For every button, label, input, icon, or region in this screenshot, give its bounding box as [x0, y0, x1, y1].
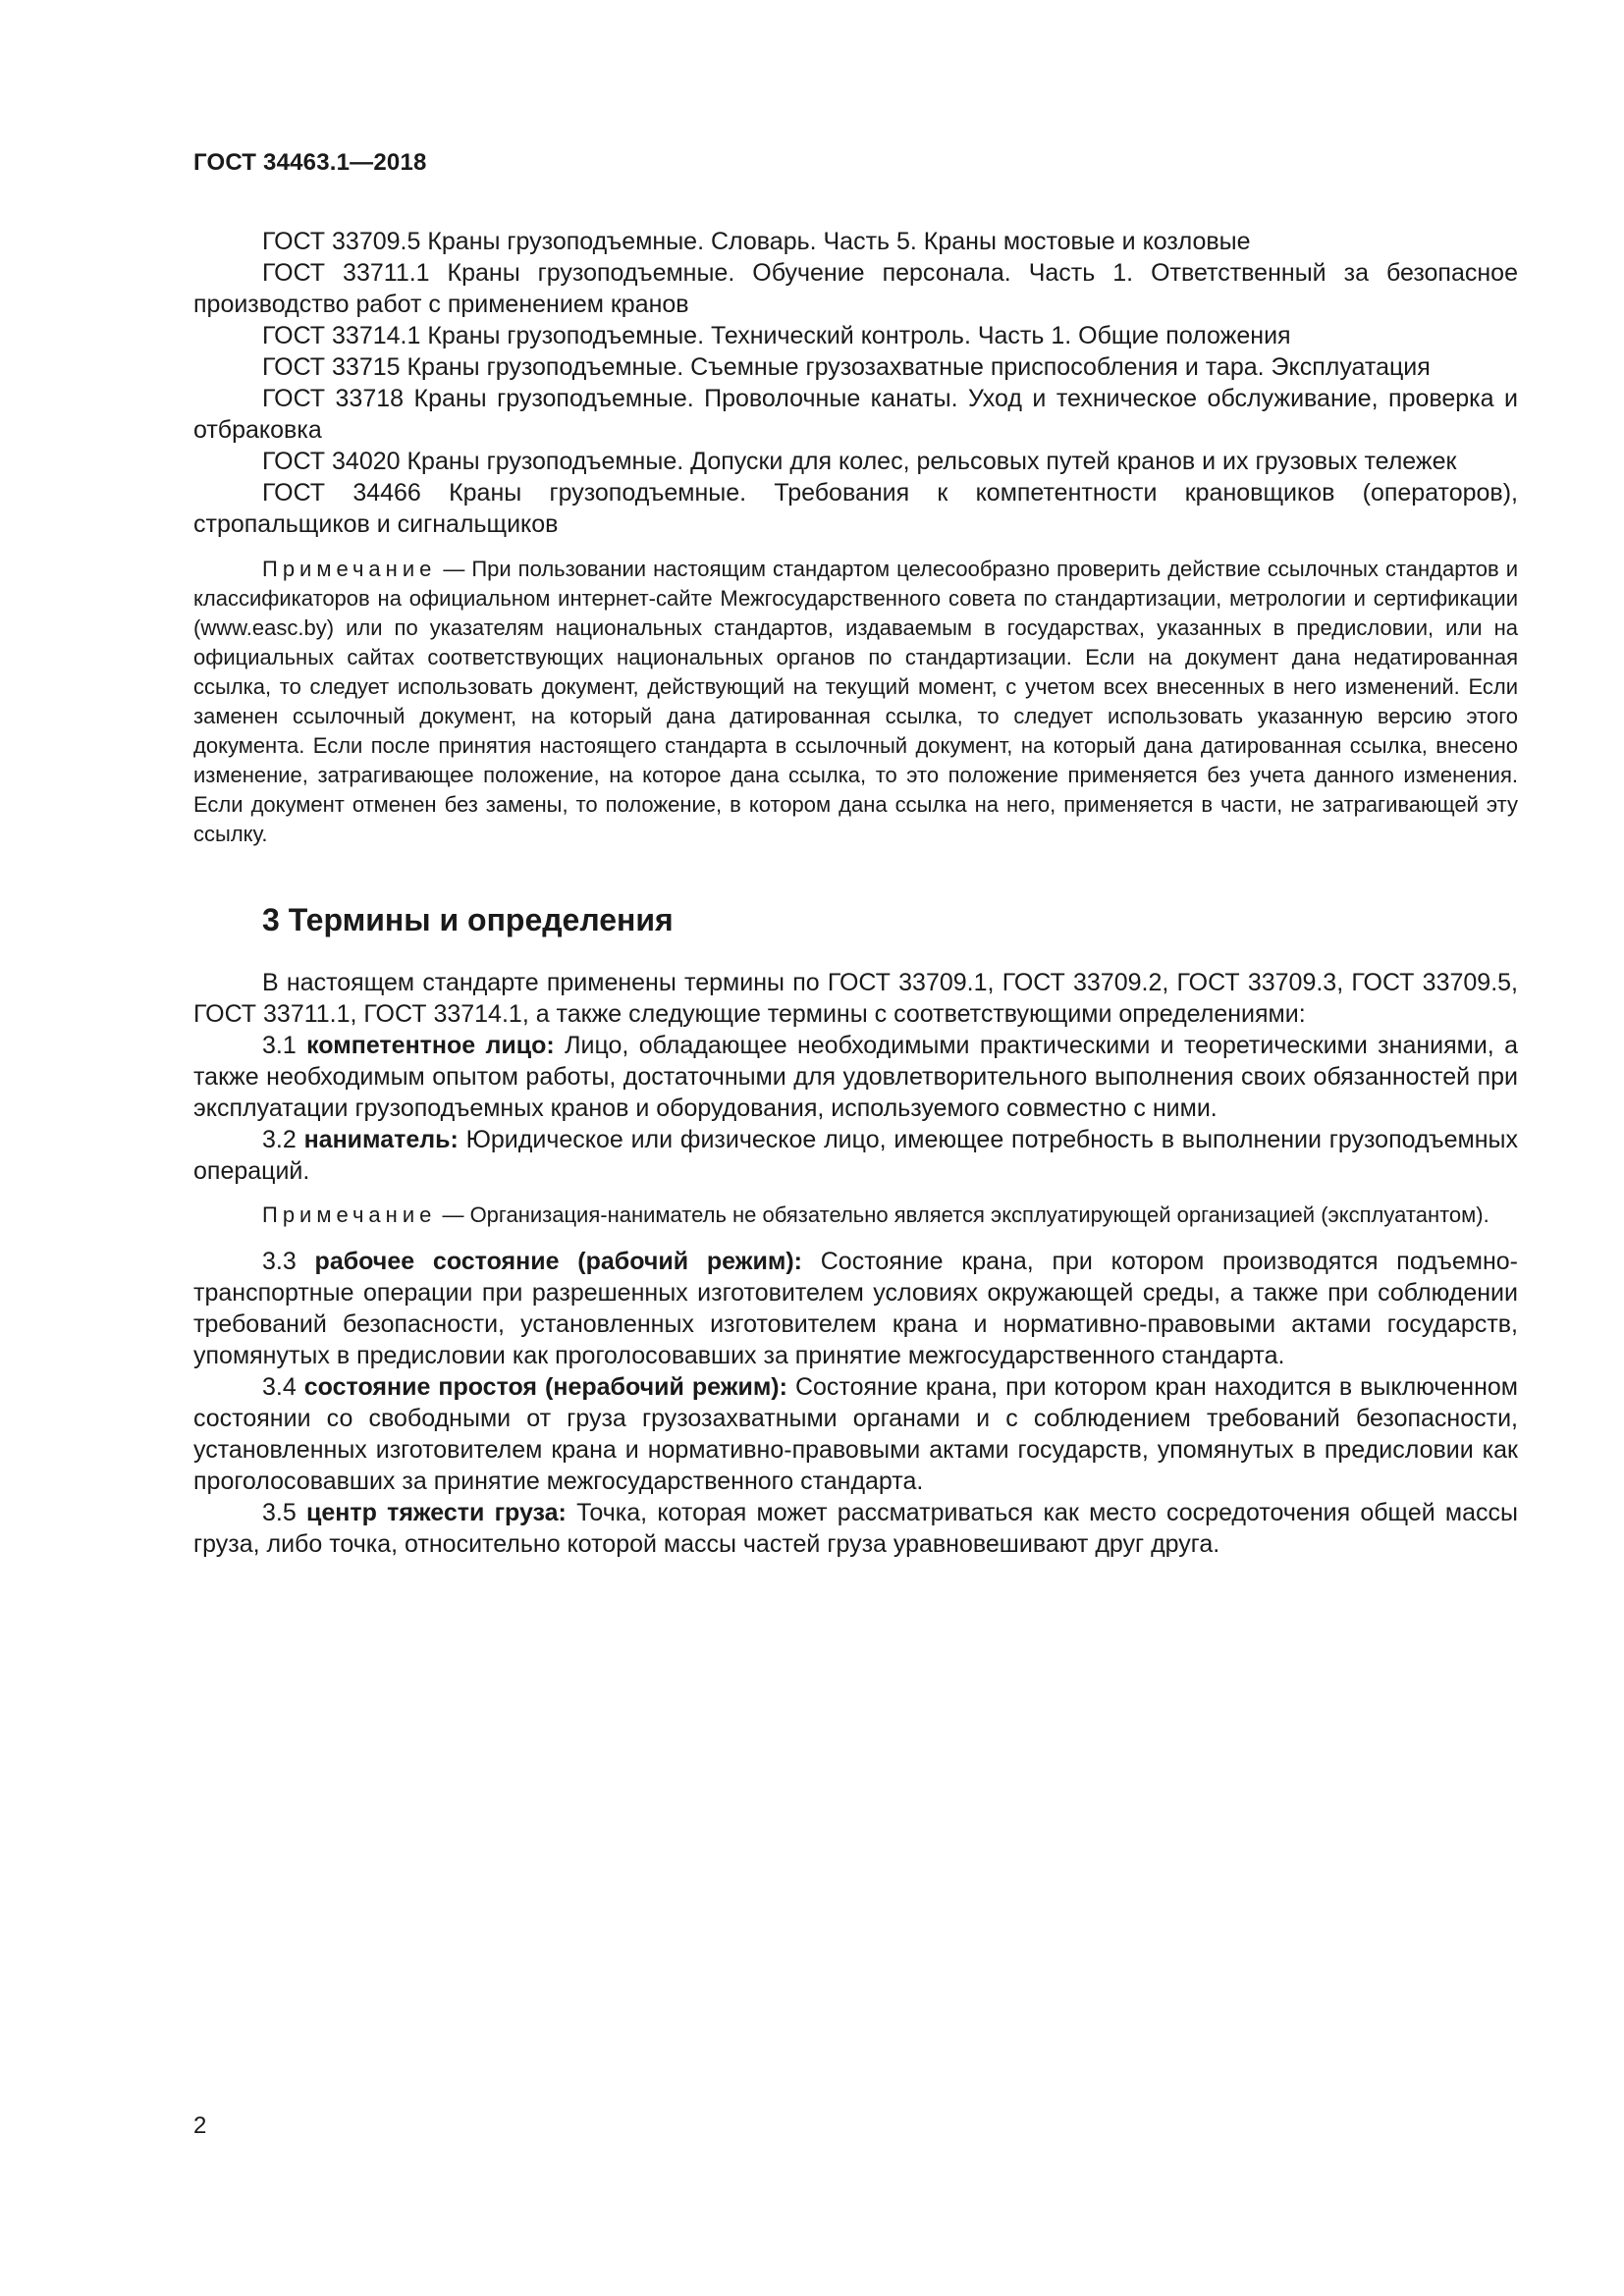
reference-note [193, 555, 1518, 849]
term-note [193, 1201, 1518, 1230]
page-body [193, 226, 1518, 1560]
term-text: Состояние крана, при котором кран находится в выключенном состоянии со свободными от груза грузозахватными органами и с соблюдением требований безопасности, установленных изготовителем крана и нормативно-правовыми актами государств, упомянутых в предисловии как проголосовавших за принятие межгосударственного стандарта. [193, 1373, 1518, 1495]
term-definition [193, 1497, 1518, 1560]
term-text: Юридическое или физическое лицо, имеющее потребность в выполнении грузоподъемных операций. [193, 1126, 1519, 1185]
term-text: Состояние крана, при котором производятся подъемно-транспортные операции при разрешенных изготовителем условиях окружающей среды, а также при соблюдении требований безопасности, установленных изготовителем крана и нормативно-правовыми актами государств, упомянутых в предисловии как проголосовавших за принятие межгосударственного стандарта. [193, 1248, 1518, 1369]
term-text: Точка, которая может рассматриваться как место сосредоточения общей массы груза, либо точка, относительно которой массы частей груза уравновешивают друг друга. [193, 1499, 1518, 1558]
note-text: — Организация-наниматель не обязательно является эксплуатирующей организацией (эксплуатантом). [436, 1202, 1489, 1227]
reference-item: ГОСТ 33709.5 Краны грузоподъемные. Словарь. Часть 5. Краны мостовые и козловые [262, 228, 1251, 255]
reference-item: ГОСТ 33711.1 Краны грузоподъемные. Обучение персонала. Часть 1. Ответственный за безопасное производство работ с применением кранов [193, 259, 1518, 318]
document-header: ГОСТ 34463.1—2018 [193, 149, 427, 176]
term-text: Лицо, обладающее необходимыми практическими и теоретическими знаниями, а также необходимым опытом работы, достаточными для удовлетворительного выполнения своих обязанностей при эксплуатации грузоподъемных кранов и оборудования, используемого совместно с ними. [193, 1032, 1519, 1122]
term-definition [193, 1124, 1518, 1187]
term-name: центр тяжести груза: [305, 1499, 567, 1526]
term-number: 3.5 [262, 1499, 297, 1526]
term-definition [193, 1246, 1518, 1371]
reference-item: ГОСТ 33714.1 Краны грузоподъемные. Технический контроль. Часть 1. Общие положения [262, 322, 1291, 349]
term-name: наниматель: [303, 1126, 459, 1153]
term-definition [193, 1030, 1518, 1124]
term-name: состояние простоя (нерабочий режим): [303, 1373, 787, 1401]
term-number: 3.1 [262, 1032, 297, 1059]
page-number: 2 [193, 2112, 207, 2139]
reference-item: ГОСТ 34020 Краны грузоподъемные. Допуски для колес, рельсовых путей кранов и их грузовых тележек [262, 448, 1457, 475]
term-number: 3.3 [262, 1248, 297, 1275]
note-label: Примечание [262, 557, 437, 581]
section-intro: В настоящем стандарте применены термины по ГОСТ 33709.1, ГОСТ 33709.2, ГОСТ 33709.3, ГОСТ 33709.5, ГОСТ 33711.1, ГОСТ 33714.1, а также следующие термины с соответствующими определениями: [193, 969, 1518, 1028]
section-heading: 3 Термины и определения [262, 902, 674, 937]
note-label: Примечание [262, 1202, 437, 1227]
reference-item: ГОСТ 33718 Краны грузоподъемные. Проволочные канаты. Уход и техническое обслуживание, проверка и отбраковка [193, 385, 1518, 444]
term-name: компетентное лицо: [306, 1032, 555, 1059]
reference-item: ГОСТ 33715 Краны грузоподъемные. Съемные грузозахватные приспособления и тара. Эксплуатация [262, 353, 1431, 381]
reference-item: ГОСТ 34466 Краны грузоподъемные. Требования к компетентности крановщиков (операторов), стропальщиков и сигнальщиков [193, 479, 1518, 538]
note-text: — При пользовании настоящим стандартом целесообразно проверить действие ссылочных стандартов и классификаторов на официальном интернет-сайте Межгосударственного совета по стандартизации, метрологии и сертификации (www.easc.by) или по указателям национальных стандартов, издаваемым в государствах, указанных в предисловии, или на официальных сайтах соответствующих национальных органов по стандартизации. Если на документ дана недатированная ссылка, то следует использовать документ, действующий на текущий момент, с учетом всех внесенных в него изменений. Если заменен ссылочный документ, на который дана датированная ссылка, то следует использовать указанную версию этого документа. Если после принятия настоящего стандарта в ссылочный документ, на который дана датированная ссылка, внесено изменение, затрагивающее положение, на которое дана ссылка, то это положение применяется без учета данного изменения. Если документ отменен без замены, то положение, в котором дана ссылка на него, применяется в части, не затрагивающей эту ссылку. [193, 557, 1518, 846]
term-number: 3.2 [262, 1126, 297, 1153]
term-name: рабочее состояние (рабочий режим): [314, 1248, 802, 1275]
term-definition [193, 1371, 1518, 1497]
term-number: 3.4 [262, 1373, 297, 1401]
